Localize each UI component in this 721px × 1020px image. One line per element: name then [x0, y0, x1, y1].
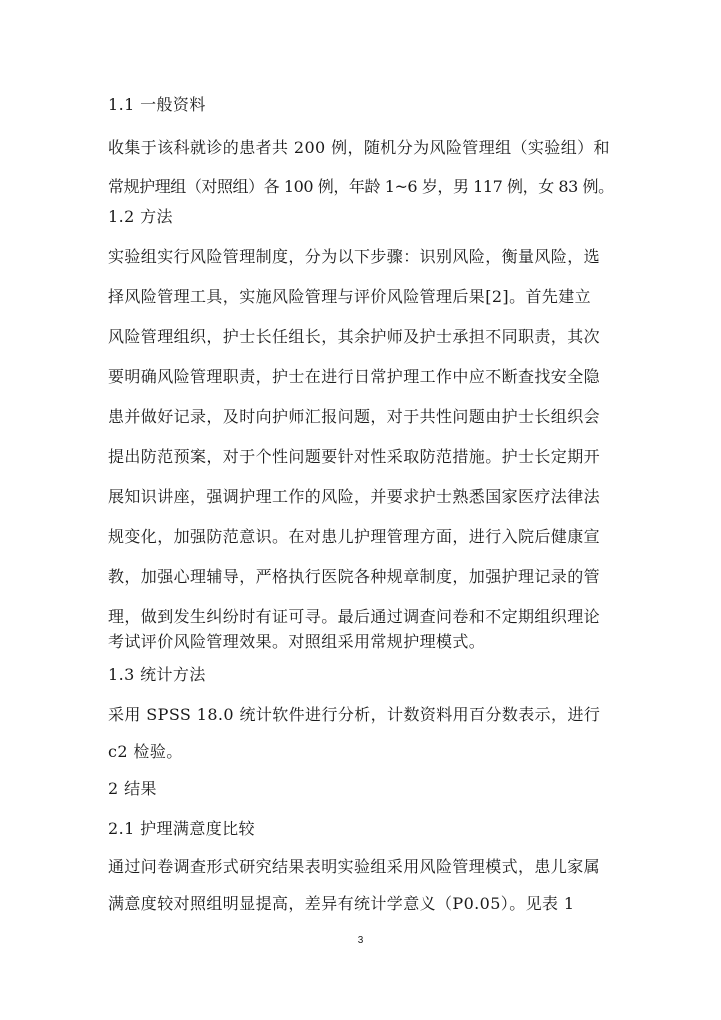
paragraph-line: 教，加强心理辅导，严格执行医院各种规章制度，加强护理记录的管	[108, 567, 601, 586]
paragraph-line: 风险管理组织，护士长任组长，其余护师及护士承担不同职责，其次	[108, 327, 601, 346]
heading-2-1: 2.1 护理满意度比较	[108, 819, 255, 838]
paragraph-line: 满意度较对照组明显提高，差异有统计学意义（P0.05）。见表 1	[108, 894, 575, 913]
page-number: 3	[357, 935, 364, 946]
paragraph-line: 常规护理组（对照组）各 100 例，年龄 1~6 岁，男 117 例，女 83 例。	[108, 177, 614, 196]
paragraph-line: 收集于该科就诊的患者共 200 例，随机分为风险管理组（实验组）和	[108, 138, 610, 157]
paragraph-line: 采用 SPSS 18.0 统计软件进行分析，计数资料用百分数表示，进行	[108, 705, 601, 724]
heading-2: 2 结果	[108, 779, 157, 798]
paragraph-line: 患并做好记录，及时向护师汇报问题，对于共性问题由护士长组织会	[108, 407, 601, 426]
paragraph-line: 提出防范预案，对于个性问题要针对性采取防范措施。护士长定期开	[108, 447, 601, 466]
heading-1-3: 1.3 统计方法	[108, 665, 206, 684]
paragraph-line: 择风险管理工具，实施风险管理与评价风险管理后果[2]。首先建立	[108, 287, 592, 306]
paragraph-line: 理，做到发生纠纷时有证可寻。最后通过调查问卷和不定期组织理论	[108, 607, 601, 626]
paragraph-line: 实验组实行风险管理制度，分为以下步骤：识别风险，衡量风险，选	[108, 247, 601, 266]
paragraph-line: 要明确风险管理职责，护士在进行日常护理工作中应不断查找安全隐	[108, 367, 601, 386]
heading-1-2: 1.2 方法	[108, 207, 173, 226]
paragraph-line: c2 检验。	[108, 742, 183, 761]
paragraph-line: 展知识讲座，强调护理工作的风险，并要求护士熟悉国家医疗法律法	[108, 487, 601, 506]
paragraph-line: 考试评价风险管理效果。对照组采用常规护理模式。	[108, 632, 486, 651]
heading-1-1: 1.1 一般资料	[108, 95, 206, 114]
paragraph-line: 通过问卷调查形式研究结果表明实验组采用风险管理模式，患儿家属	[108, 857, 601, 876]
paragraph-line: 规变化，加强防范意识。在对患儿护理管理方面，进行入院后健康宣	[108, 527, 601, 546]
